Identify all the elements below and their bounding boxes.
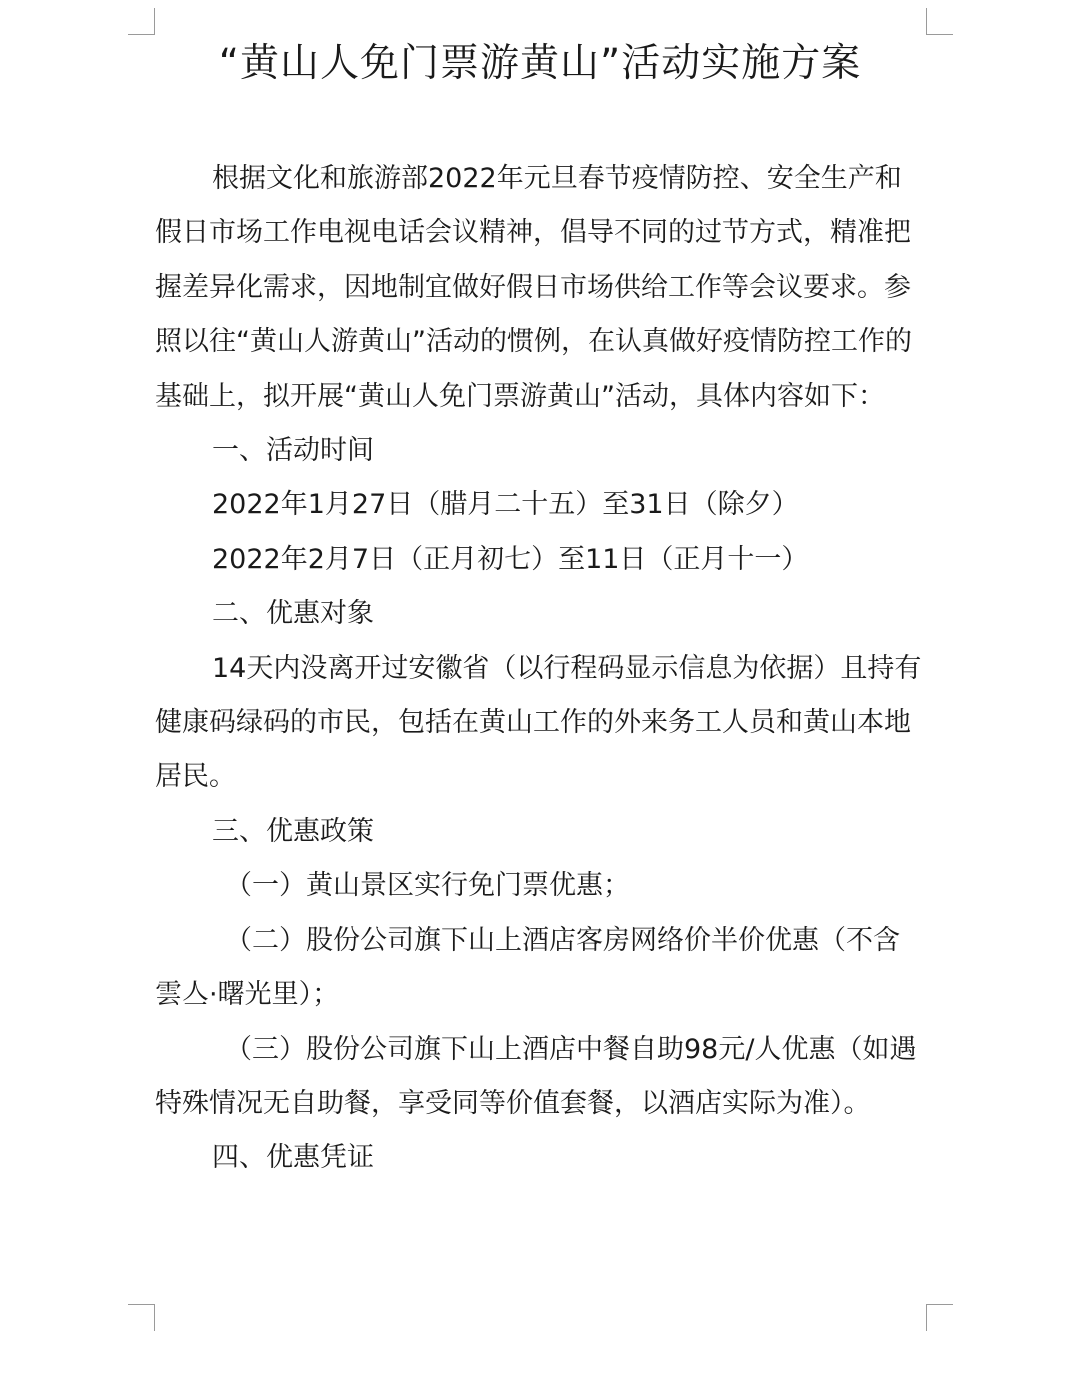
crop-mark-bottom-right xyxy=(926,1304,953,1331)
section-heading-voucher: 四、优惠凭证 xyxy=(212,1142,374,1174)
section-heading-time: 一、活动时间 xyxy=(212,435,374,467)
activity-period-1: 2022年1月27日（腊月二十五）至31日（除夕） xyxy=(212,489,799,521)
policy-item-3: （三）股份公司旗下山上酒店中餐自助98元/人优惠（如遇特殊情况无自助餐，享受同等价值套餐，以酒店实际为准）。 xyxy=(155,1033,917,1119)
intro-paragraph: 根据文化和旅游部2022年元旦春节疫情防控、安全生产和假日市场工作电视电话会议精神，倡导不同的过节方式，精准把握差异化需求，因地制宜做好假日市场供给工作等会议要求。参照以往“黄山人游黄山”活动的惯例，在认真做好疫情防控工作的基础上，拟开展“黄山人免门票游黄山”活动，具体内容如下： xyxy=(155,163,912,412)
target-description: 14天内没离开过安徽省（以行程码显示信息为依据）且持有健康码绿码的市民，包括在黄山工作的外来务工人员和黄山本地居民。 xyxy=(155,652,922,793)
document-body xyxy=(155,152,925,1186)
section-heading-target: 二、优惠对象 xyxy=(212,598,374,630)
activity-period-2: 2022年2月7日（正月初七）至11日（正月十一） xyxy=(212,543,809,575)
section-heading-policy: 三、优惠政策 xyxy=(212,815,374,847)
crop-mark-top-right xyxy=(926,8,953,35)
policy-item-1: （一）黄山景区实行免门票优惠； xyxy=(225,870,630,902)
document-title: “黄山人免门票游黄山”活动实施方案 xyxy=(218,41,862,86)
policy-item-2: （二）股份公司旗下山上酒店客房网络价半价优惠（不含雲亼·曙光里）； xyxy=(155,924,900,1011)
crop-mark-bottom-left xyxy=(128,1304,155,1331)
crop-mark-top-left xyxy=(128,8,155,35)
